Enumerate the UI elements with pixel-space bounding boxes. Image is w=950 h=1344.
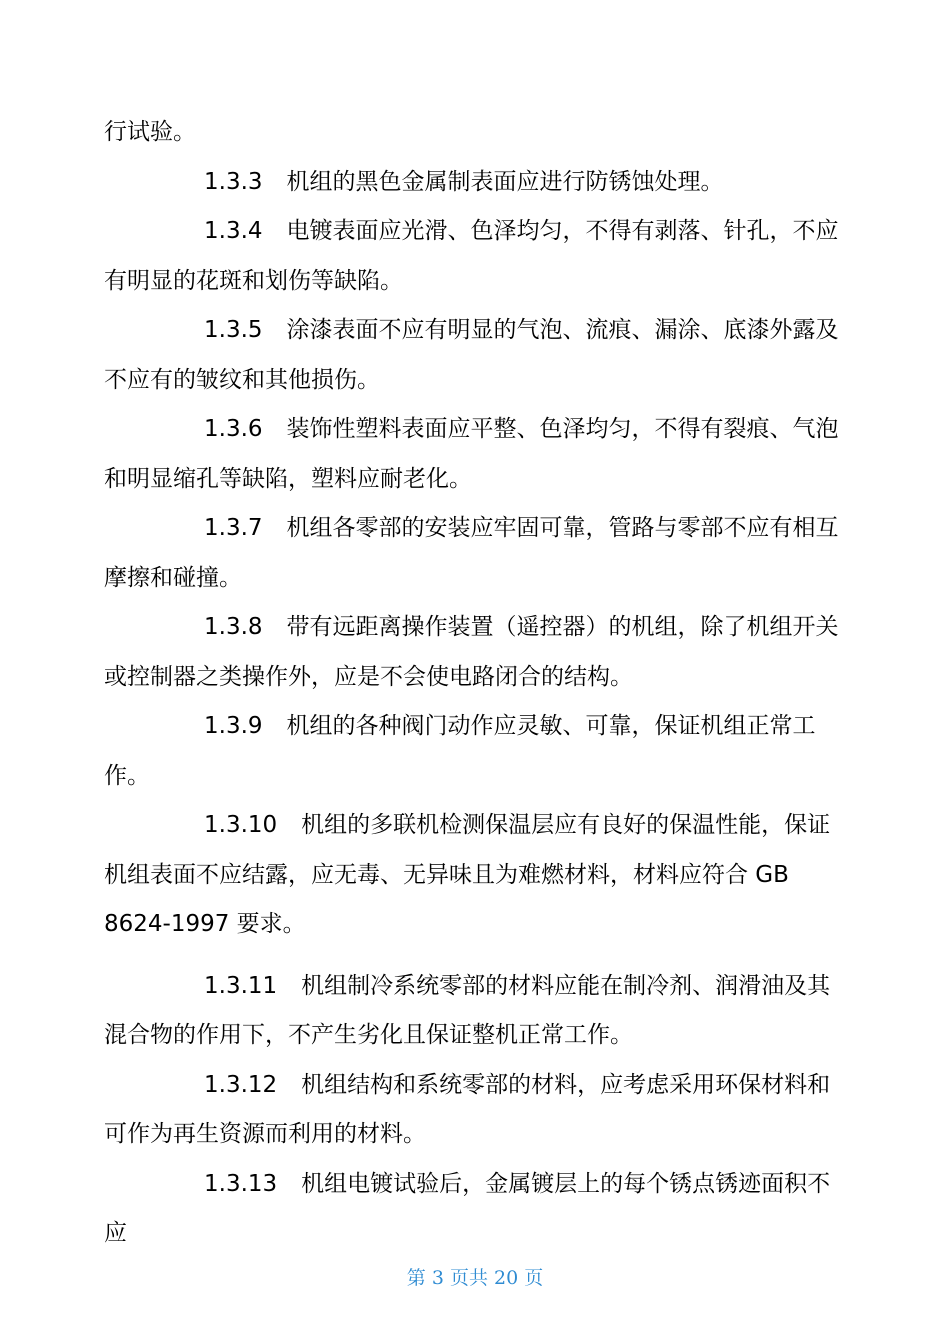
- clause-number: 1.3.10: [204, 812, 278, 838]
- clause-1-3-6: [104, 405, 844, 504]
- clause-text: 装饰性塑料表面应平整、色泽均匀，不得有裂痕、气泡和明显缩孔等缺陷，塑料应耐老化。: [104, 416, 839, 492]
- clause-number: 1.3.8: [204, 614, 263, 640]
- clause-text: 机组制冷系统零部的材料应能在制冷剂、润滑油及其混合物的作用下，不产生劣化且保证整机正常工作。: [104, 972, 831, 1048]
- clause-1-3-11: [104, 962, 844, 1061]
- clause-1-3-7: [104, 504, 844, 603]
- clause-number: 1.3.5: [204, 317, 263, 343]
- clause-text: 机组电镀试验后，金属镀层上的每个锈点锈迹面积不应: [104, 1170, 831, 1246]
- clause-number: 1.3.7: [204, 515, 263, 541]
- lead-paragraph: 行试验。: [104, 119, 196, 145]
- clause-1-3-4: [104, 207, 844, 306]
- clause-1-3-5: [104, 306, 844, 405]
- page-footer: [0, 1263, 950, 1290]
- clause-1-3-10: [104, 801, 844, 900]
- clause-text: 机组结构和系统零部的材料，应考虑采用环保材料和可作为再生资源而利用的材料。: [104, 1071, 831, 1147]
- clause-text: 电镀表面应光滑、色泽均匀，不得有剥落、针孔，不应有明显的花斑和划伤等缺陷。: [104, 218, 839, 294]
- clause-1-3-13: [104, 1160, 844, 1259]
- continuation-line: 8624-1997 要求。: [104, 911, 306, 937]
- clause-number: 1.3.11: [204, 972, 278, 999]
- clause-number: 1.3.12: [204, 1071, 278, 1098]
- clause-text: 带有远距离操作装置（遥控器）的机组，除了机组开关或控制器之类操作外，应是不会使电路闭合的结构。: [104, 614, 839, 690]
- clause-1-3-9: [104, 702, 844, 801]
- clause-1-3-8: [104, 603, 844, 702]
- clause-number: 1.3.3: [204, 168, 263, 195]
- clause-1-3-3: [104, 158, 844, 208]
- document-body: [104, 108, 844, 1259]
- page-number-label: 第 3 页共 20 页: [406, 1267, 544, 1289]
- clause-number: 1.3.13: [204, 1170, 278, 1197]
- clause-text: 涂漆表面不应有明显的气泡、流痕、漏涂、底漆外露及不应有的皱纹和其他损伤。: [104, 317, 839, 393]
- clause-1-3-12: [104, 1061, 844, 1160]
- clause-number: 1.3.9: [204, 713, 263, 739]
- clause-text: 机组各零部的安装应牢固可靠，管路与零部不应有相互摩擦和碰撞。: [104, 515, 839, 591]
- clause-text: 机组的黑色金属制表面应进行防锈蚀处理。: [286, 168, 724, 195]
- clause-text: 机组的多联机检测保温层应有良好的保温性能，保证机组表面不应结露，应无毒、无异味且为难燃材料，材料应符合 GB: [104, 812, 831, 888]
- clause-number: 1.3.6: [204, 416, 263, 442]
- clause-text: 机组的各种阀门动作应灵敏、可靠，保证机组正常工作。: [104, 713, 816, 789]
- clause-number: 1.3.4: [204, 218, 263, 244]
